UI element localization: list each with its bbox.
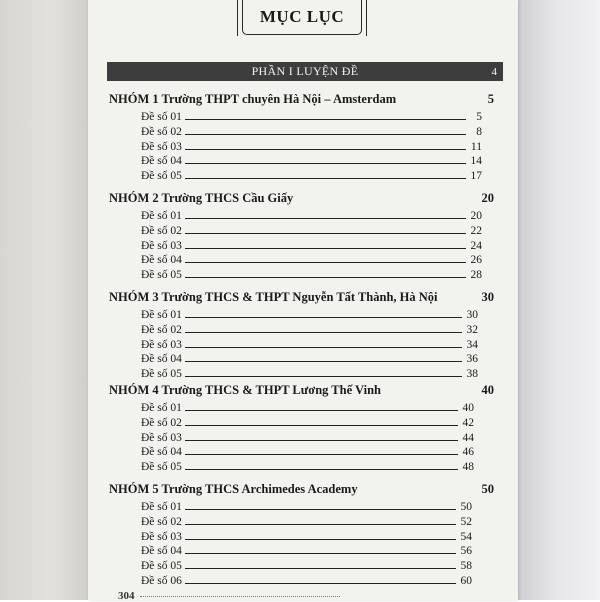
entry-label: Đề số 02 (141, 323, 182, 336)
entry-label: Đề số 02 (141, 515, 182, 528)
toc-group-heading[interactable] (109, 383, 494, 399)
leader-line (185, 177, 466, 179)
entry-page-number: 42 (462, 416, 474, 429)
toc-entry[interactable] (141, 337, 478, 351)
toc-entry[interactable] (141, 351, 478, 365)
entry-label: Đề số 05 (141, 170, 182, 183)
entry-label: Đề số 05 (141, 461, 182, 474)
toc-entry[interactable] (141, 109, 482, 123)
group-page-number: 20 (481, 191, 494, 205)
leader-line (185, 409, 458, 411)
entry-page-number: 54 (460, 530, 472, 543)
entry-page-number: 11 (470, 140, 482, 153)
leader-line (185, 552, 456, 554)
entry-page-number: 26 (470, 254, 482, 267)
leader-line (185, 316, 462, 318)
entry-page-number: 28 (470, 269, 482, 282)
toc-group-heading[interactable] (109, 290, 494, 306)
leader-line (185, 360, 462, 362)
group-title: NHÓM 1 Trường THPT chuyên Hà Nội – Amsterdam (109, 92, 397, 106)
entry-page-number: 48 (462, 461, 474, 474)
entry-page-number: 34 (466, 338, 478, 351)
group-page-number: 50 (481, 482, 494, 496)
toc-entry[interactable] (141, 366, 478, 380)
leader-line (185, 232, 466, 234)
entry-page-number: 8 (476, 125, 482, 138)
leader-line (185, 508, 456, 510)
toc-entry[interactable] (141, 267, 482, 281)
entry-label: Đề số 05 (141, 269, 182, 282)
entry-label: Đề số 01 (141, 402, 182, 414)
entry-label: Đề số 06 (141, 575, 182, 587)
group-title: NHÓM 5 Trường THCS Archimedes Academy (109, 482, 358, 496)
entry-label: Đề số 04 (141, 254, 182, 267)
toc-group-heading[interactable] (109, 92, 494, 108)
entry-label: Đề số 01 (141, 309, 182, 321)
leader-line (185, 133, 466, 135)
entry-page-number: 14 (470, 155, 482, 168)
page-title: MỤC LỤC (242, 0, 362, 35)
leader-line (185, 217, 466, 219)
entry-page-number: 17 (470, 170, 482, 183)
part-label: PHẦN I LUYỆN ĐỀ (251, 64, 359, 78)
toc-entry[interactable] (141, 499, 472, 513)
leader-line (185, 331, 462, 333)
leader-line (185, 453, 458, 455)
entry-label: Đề số 02 (141, 125, 182, 138)
leader-line (185, 247, 466, 249)
group-page-number: 40 (481, 383, 494, 397)
toc-entry[interactable] (141, 529, 472, 543)
entry-label: Đề số 01 (141, 210, 182, 222)
toc-entry[interactable] (141, 153, 482, 167)
entry-label: Đề số 05 (141, 368, 182, 381)
entry-page-number: 44 (462, 431, 474, 444)
toc-entry[interactable] (141, 415, 474, 429)
entry-label: Đề số 03 (141, 431, 182, 444)
entry-label: Đề số 04 (141, 353, 182, 366)
toc-entry[interactable] (141, 400, 474, 414)
entry-page-number: 40 (462, 402, 474, 414)
toc-entry[interactable] (141, 514, 472, 528)
entry-label: Đề số 01 (141, 111, 182, 123)
toc-entry[interactable] (141, 252, 482, 266)
toc-entry[interactable] (141, 558, 472, 572)
entry-page-number: 46 (462, 446, 474, 459)
entry-label: Đề số 03 (141, 239, 182, 252)
group-page-number: 5 (487, 92, 494, 106)
entry-label: Đề số 03 (141, 530, 182, 543)
leader-line (185, 261, 466, 263)
group-title: NHÓM 3 Trường THCS & THPT Nguyễn Tất Thành, Hà Nội (109, 290, 438, 304)
entry-label: Đề số 04 (141, 155, 182, 168)
leader-line (185, 162, 466, 164)
leader-line (185, 424, 458, 426)
entry-label: Đề số 04 (141, 545, 182, 558)
entry-label: Đề số 04 (141, 446, 182, 459)
toc-entry[interactable] (141, 543, 472, 557)
entry-page-number: 36 (466, 353, 478, 366)
entry-label: Đề số 03 (141, 140, 182, 153)
footer-page-number: 304 (118, 590, 135, 602)
leader-line (185, 148, 466, 150)
group-title: NHÓM 4 Trường THCS & THPT Lương Thế Vinh (109, 383, 381, 397)
leader-line (185, 118, 466, 120)
toc-entry[interactable] (141, 139, 482, 153)
footer-line (140, 596, 340, 597)
entry-page-number: 56 (460, 545, 472, 558)
toc-entry[interactable] (141, 223, 482, 237)
entry-page-number: 32 (466, 323, 478, 336)
entry-label: Đề số 01 (141, 501, 182, 513)
part-page-number: 4 (491, 65, 497, 78)
entry-page-number: 50 (460, 501, 472, 513)
entry-label: Đề số 03 (141, 338, 182, 351)
entry-label: Đề số 05 (141, 560, 182, 573)
entry-page-number: 52 (460, 515, 472, 528)
entry-page-number: 60 (460, 575, 472, 587)
leader-line (185, 468, 458, 470)
toc-group-heading[interactable] (109, 482, 494, 498)
toc-group-heading[interactable] (109, 191, 494, 207)
toc-entry[interactable] (141, 238, 482, 252)
entry-page-number: 20 (470, 210, 482, 222)
group-title: NHÓM 2 Trường THCS Cầu Giấy (109, 191, 294, 205)
toc-entry[interactable] (141, 444, 474, 458)
toc-entry[interactable] (141, 573, 472, 587)
toc-entry[interactable] (141, 307, 478, 321)
leader-line (185, 346, 462, 348)
toc-entry[interactable] (141, 168, 482, 182)
toc-entry[interactable] (141, 459, 474, 473)
toc-entry[interactable] (141, 208, 482, 222)
toc-entry[interactable] (141, 322, 478, 336)
leader-line (185, 538, 456, 540)
leader-line (185, 567, 456, 569)
entry-label: Đề số 02 (141, 416, 182, 429)
group-page-number: 30 (481, 290, 494, 304)
toc-entry[interactable] (141, 124, 482, 138)
entry-label: Đề số 02 (141, 224, 182, 237)
leader-line (185, 276, 466, 278)
entry-page-number: 22 (470, 224, 482, 237)
toc-entry[interactable] (141, 430, 474, 444)
leader-line (185, 439, 458, 441)
leader-line (185, 375, 462, 377)
entry-page-number: 58 (460, 560, 472, 573)
entry-page-number: 5 (476, 111, 482, 123)
entry-page-number: 24 (470, 239, 482, 252)
entry-page-number: 30 (466, 309, 478, 321)
entry-page-number: 38 (466, 368, 478, 381)
leader-line (185, 582, 456, 584)
leader-line (185, 523, 456, 525)
